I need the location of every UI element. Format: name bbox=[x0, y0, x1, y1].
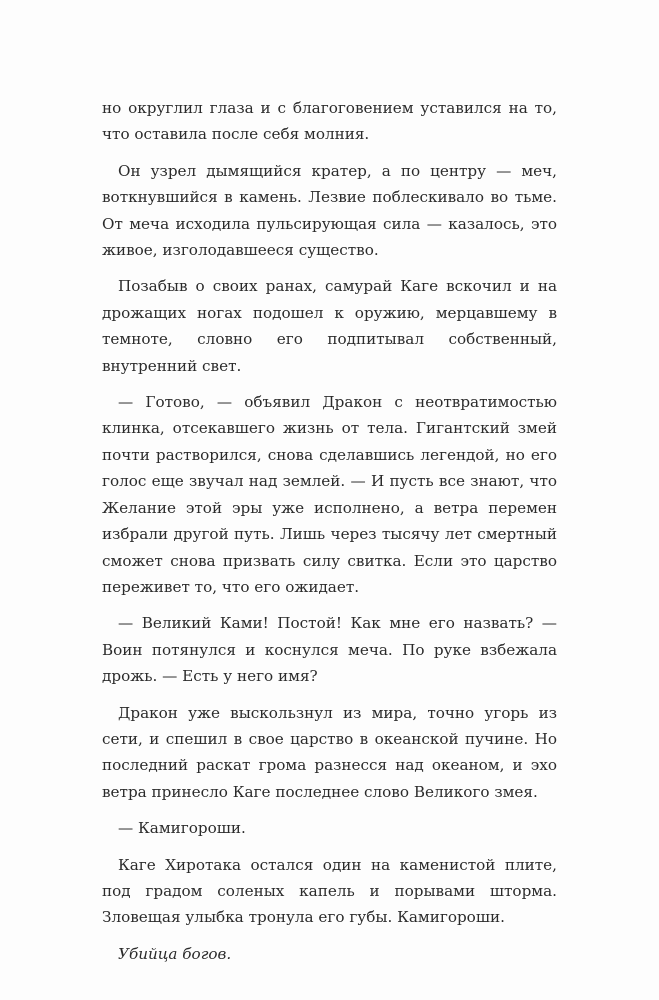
paragraph-2: Он узрел дымящийся кратер, а по центру — меч, воткнувшийся в камень. Лезвие поблескивало во тьме. От меча исходила пульсирующая сила — казалось, это живое, изголодавшееся существо. bbox=[102, 161, 557, 260]
paragraph-6: Дракон уже выскользнул из мира, точно угорь из сети, и спешил в свое царство в океанской пучине. Но последний раскат грома разнесся над океаном, и эхо ветра принесло Каге последнее слово Великого змея. bbox=[102, 703, 557, 801]
paragraph-7: — Камигороши. bbox=[118, 819, 246, 838]
paragraph-1: но округлил глаза и с благоговением уставился на то, что оставила после себя молния. bbox=[102, 99, 557, 144]
paragraph-3: Позабыв о своих ранах, самурай Каге вскочил и на дрожащих ногах подошел к оружию, мерцавшему в темноте, словно его подпитывал собственный, внутренний свет. bbox=[102, 277, 557, 375]
paragraph-8: Каге Хиротака остался один на каменистой плите, под градом соленых капель и порывами шторма. Зловещая улыбка тронула его губы. Камигороши. bbox=[102, 855, 557, 927]
paragraph-4: — Готово, — объявил Дракон с неотвратимостью клинка, отсекавшего жизнь от тела. Гигантский змей почти растворился, снова сделавшись легендой, но его голос еще звучал над землей. — И пусть все знают, что Желание этой эры уже исполнено, а ветра перемен избрали другой путь. Лишь через тысячу лет смертный сможет снова призвать силу свитка. Если это царство переживет то, что его ожидает. bbox=[102, 393, 557, 596]
paragraph-9: Убийца богов. bbox=[118, 944, 232, 963]
paragraph-5: — Великий Ками! Постой! Как мне его назвать? — Воин потянулся и коснулся меча. По руке взбежала дрожь. — Есть у него имя? bbox=[102, 614, 557, 686]
page-text bbox=[102, 95, 557, 977]
